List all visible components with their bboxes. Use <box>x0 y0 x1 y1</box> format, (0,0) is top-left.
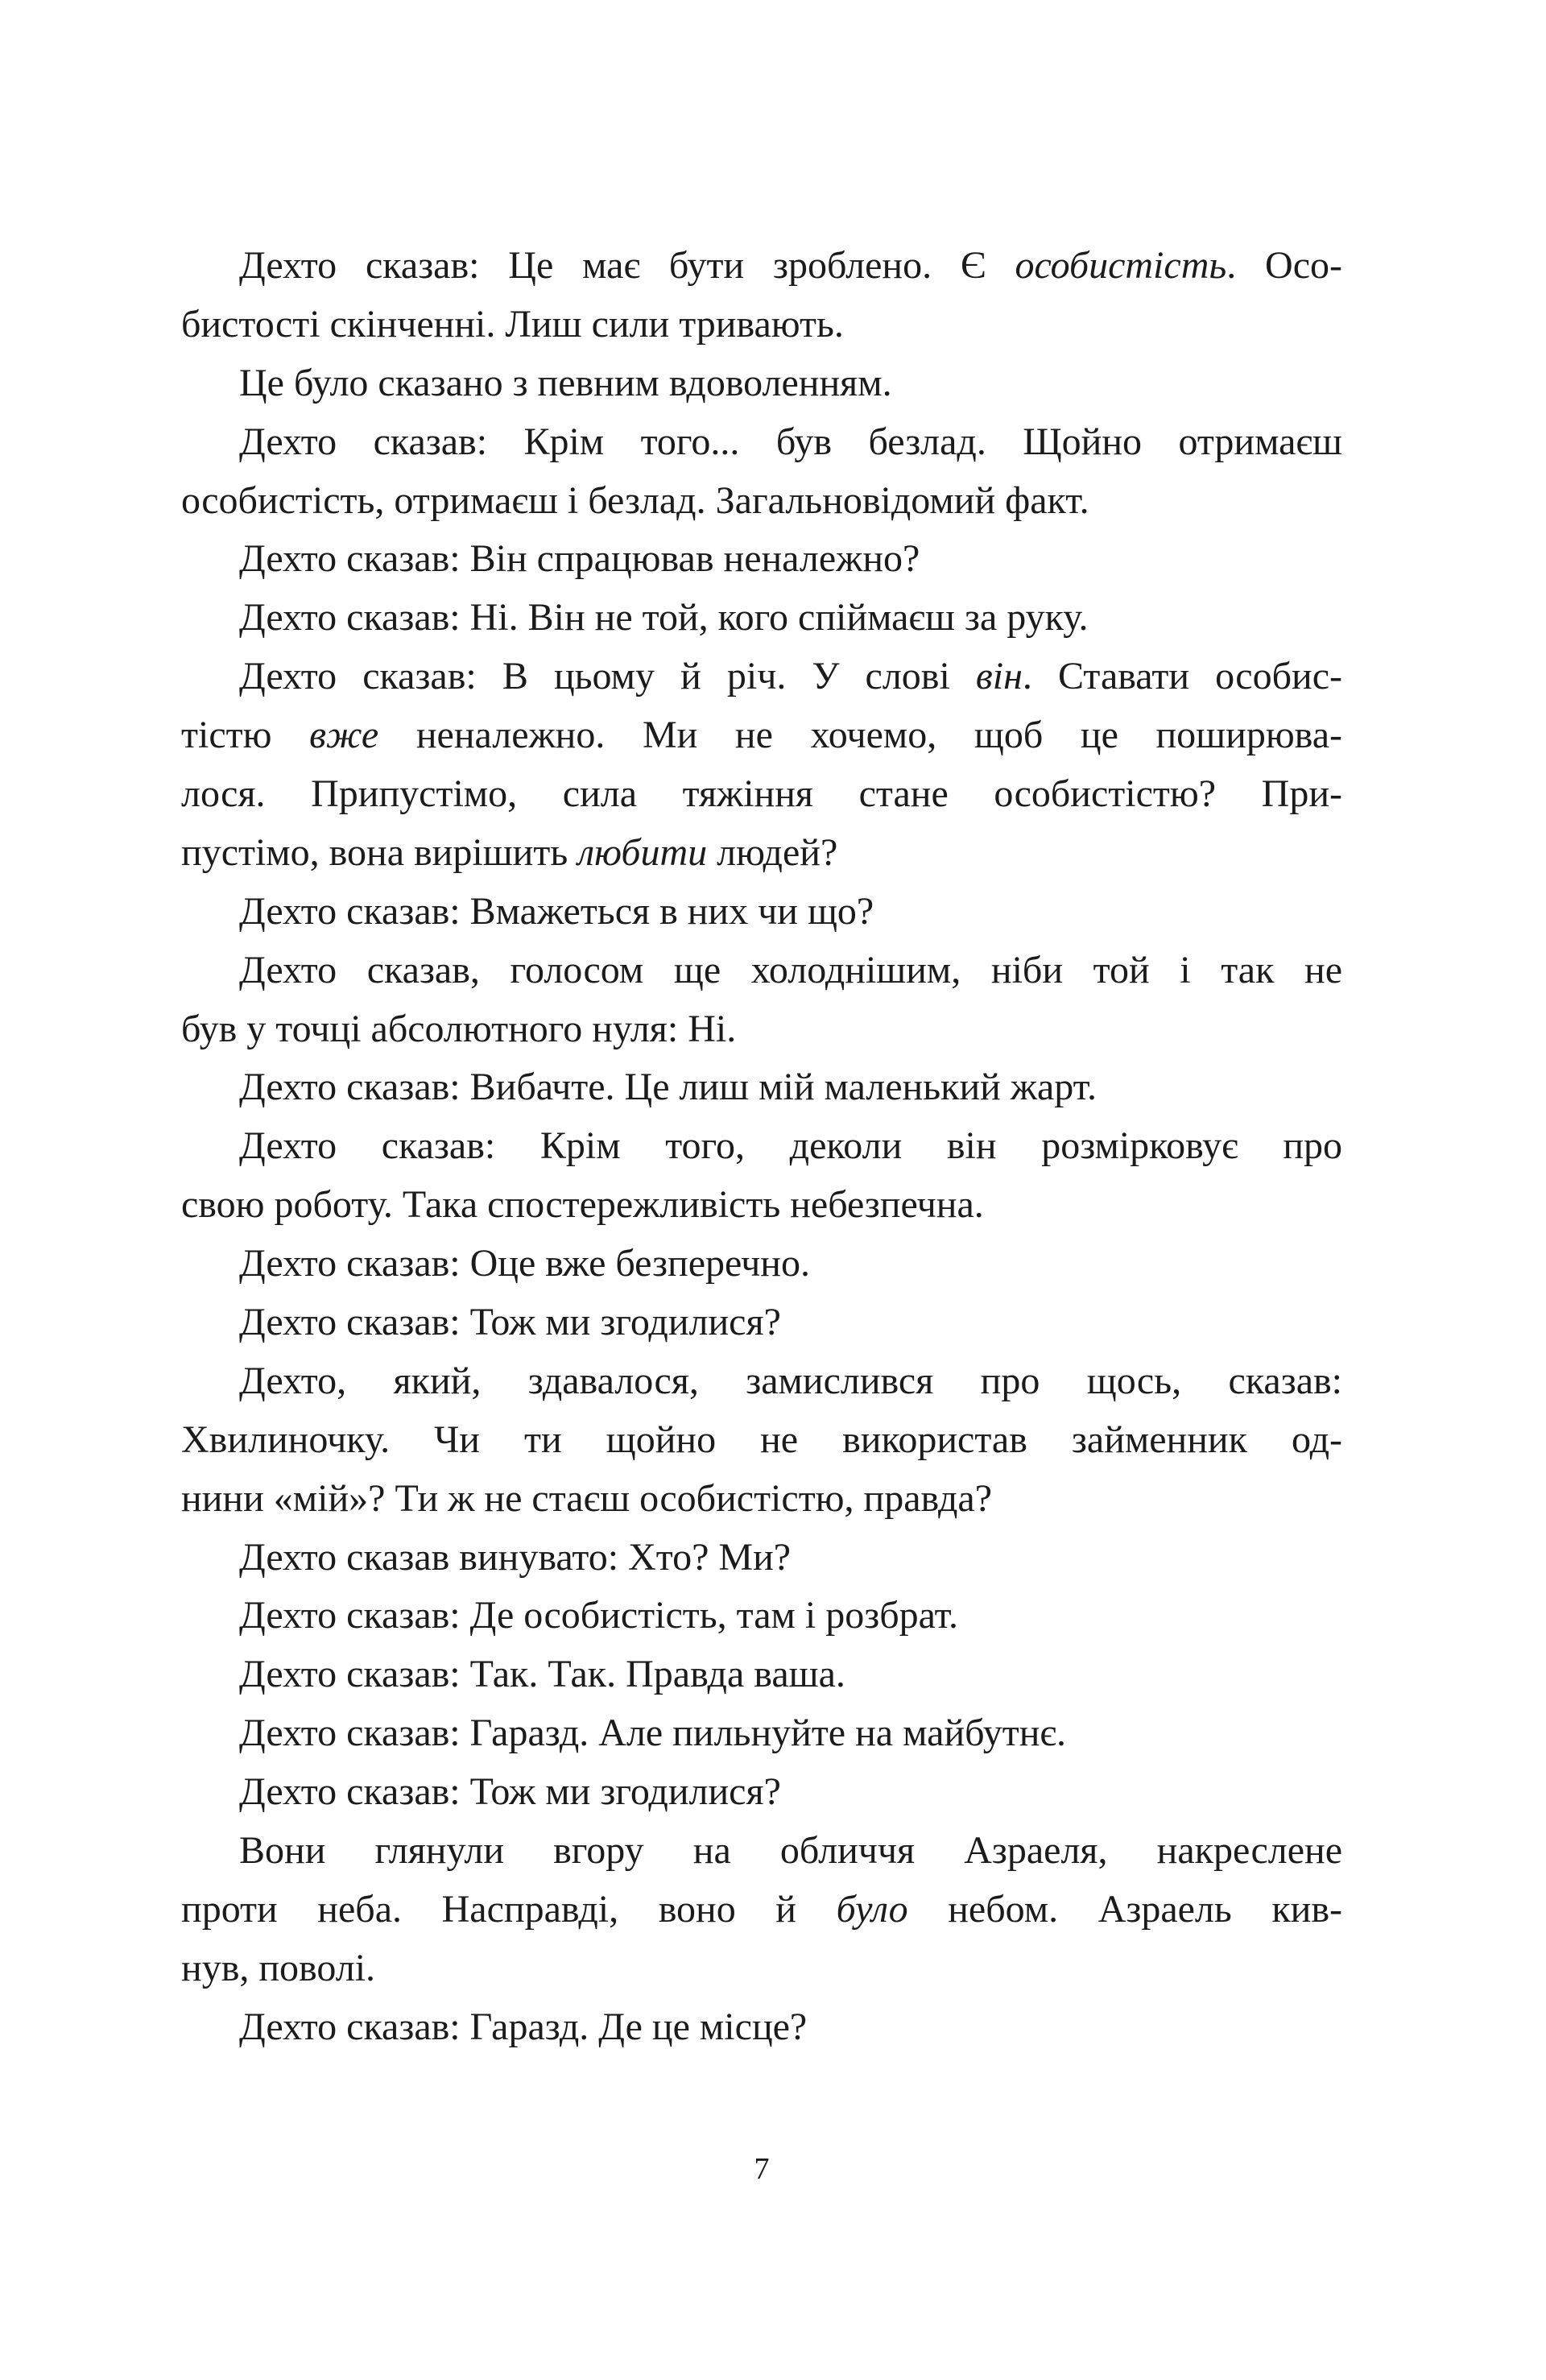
text-segment: Дехто сказав: Крім того... був безлад. Щойно отримаєш <box>239 420 1342 463</box>
text-segment: нини «мій»? Ти ж не стаєш особистістю, правда? <box>181 1476 993 1520</box>
italic-emphasis: було <box>836 1887 908 1931</box>
text-segment: Хвилиночку. Чи ти щойно не використав займенник од- <box>181 1418 1342 1461</box>
text-line <box>181 648 1342 706</box>
text-line <box>181 1645 1342 1704</box>
page-number: 7 <box>754 2152 770 2186</box>
text-segment: Дехто сказав, голосом ще холоднішим, ніби той і так не <box>239 948 1342 991</box>
text-segment: небом. Азраель кив- <box>907 1887 1342 1931</box>
text-line <box>181 237 1342 296</box>
text-segment: свою роботу. Така спостережливість небезпечна. <box>181 1183 984 1227</box>
text-line <box>181 589 1342 648</box>
text-segment: Дехто сказав: Оце вже безперечно. <box>239 1242 810 1285</box>
text-line <box>181 1939 1342 1998</box>
text-segment: неналежно. Ми не хочемо, щоб це поширюва- <box>378 714 1342 757</box>
text-segment: Дехто сказав: Тож ми згодилися? <box>239 1301 781 1344</box>
text-segment: . Ставати особис- <box>1022 655 1342 698</box>
text-line <box>181 765 1342 824</box>
text-line <box>181 1881 1342 1939</box>
text-segment: Дехто сказав: Гаразд. Але пильнуйте на майбутнє. <box>239 1712 1066 1755</box>
text-segment: Дехто сказав: Вмажеться в них чи що? <box>239 889 874 933</box>
italic-emphasis: вже <box>309 714 379 757</box>
text-line <box>181 1058 1342 1117</box>
text-segment: Вони глянули вгору на обличчя Азраеля, накреслене <box>239 1829 1342 1873</box>
text-segment: був у точці абсолютного нуля: Ні. <box>181 1007 737 1050</box>
text-line <box>181 530 1342 589</box>
text-line <box>181 472 1342 531</box>
text-segment: Дехто сказав: Крім того, деколи він розмірковує про <box>239 1124 1342 1168</box>
text-line <box>181 883 1342 942</box>
text-segment: нув, поволі. <box>181 1946 376 1989</box>
text-line <box>181 1352 1342 1411</box>
text-line <box>181 1822 1342 1881</box>
text-line <box>181 296 1342 354</box>
text-line <box>181 1411 1342 1470</box>
italic-emphasis: він <box>975 655 1023 698</box>
text-segment: Дехто, який, здавалося, замислився про щось, сказав: <box>239 1359 1342 1402</box>
text-segment: проти неба. Насправді, воно й <box>181 1887 837 1931</box>
text-segment: Дехто сказав: Ні. Він не той, кого спіймаєш за руку. <box>239 596 1089 639</box>
text-segment: Дехто сказав: Вибачте. Це лиш мій маленький жарт. <box>239 1066 1097 1109</box>
text-line <box>181 1117 1342 1176</box>
text-line <box>181 824 1342 883</box>
text-segment: пустімо, вона вирішить <box>181 830 578 874</box>
text-segment: Дехто сказав винувато: Хто? Ми? <box>239 1535 792 1579</box>
italic-emphasis: любити <box>577 830 708 874</box>
text-line <box>181 413 1342 472</box>
text-segment: Дехто сказав: Він спрацював неналежно? <box>239 537 920 581</box>
text-segment: людей? <box>707 830 838 874</box>
text-line <box>181 942 1342 1000</box>
text-segment: бистості скінченні. Лиш сили тривають. <box>181 302 844 346</box>
text-segment: лося. Припустімо, сила тяжіння стане особистістю? При- <box>181 772 1342 816</box>
text-line <box>181 1176 1342 1235</box>
body-text <box>181 237 1342 2057</box>
text-line <box>181 1000 1342 1059</box>
text-line <box>181 706 1342 765</box>
text-line <box>181 1763 1342 1822</box>
text-segment: Дехто сказав: В цьому й річ. У слові <box>239 655 976 698</box>
text-line <box>181 1470 1342 1529</box>
text-line <box>181 354 1342 413</box>
italic-emphasis: особистість <box>1015 244 1227 287</box>
text-line <box>181 1704 1342 1763</box>
text-line <box>181 1529 1342 1587</box>
text-line <box>181 1293 1342 1352</box>
text-segment: Дехто сказав: Де особистість, там і розбрат. <box>239 1594 959 1637</box>
text-segment: Дехто сказав: Це має бути зроблено. Є <box>239 244 1015 287</box>
text-segment: тістю <box>181 714 310 757</box>
text-segment: Дехто сказав: Тож ми згодилися? <box>239 1770 781 1814</box>
text-line <box>181 1998 1342 2057</box>
text-line <box>181 1587 1342 1645</box>
text-segment: Дехто сказав: Так. Так. Правда ваша. <box>239 1653 845 1696</box>
text-line <box>181 1235 1342 1293</box>
text-segment: особистість, отримаєш і безлад. Загальновідомий факт. <box>181 478 1089 522</box>
text-segment: Дехто сказав: Гаразд. Де це місце? <box>239 2005 808 2048</box>
text-segment: Це було сказано з певним вдоволенням. <box>239 361 892 404</box>
text-segment: . Осо- <box>1226 244 1342 287</box>
